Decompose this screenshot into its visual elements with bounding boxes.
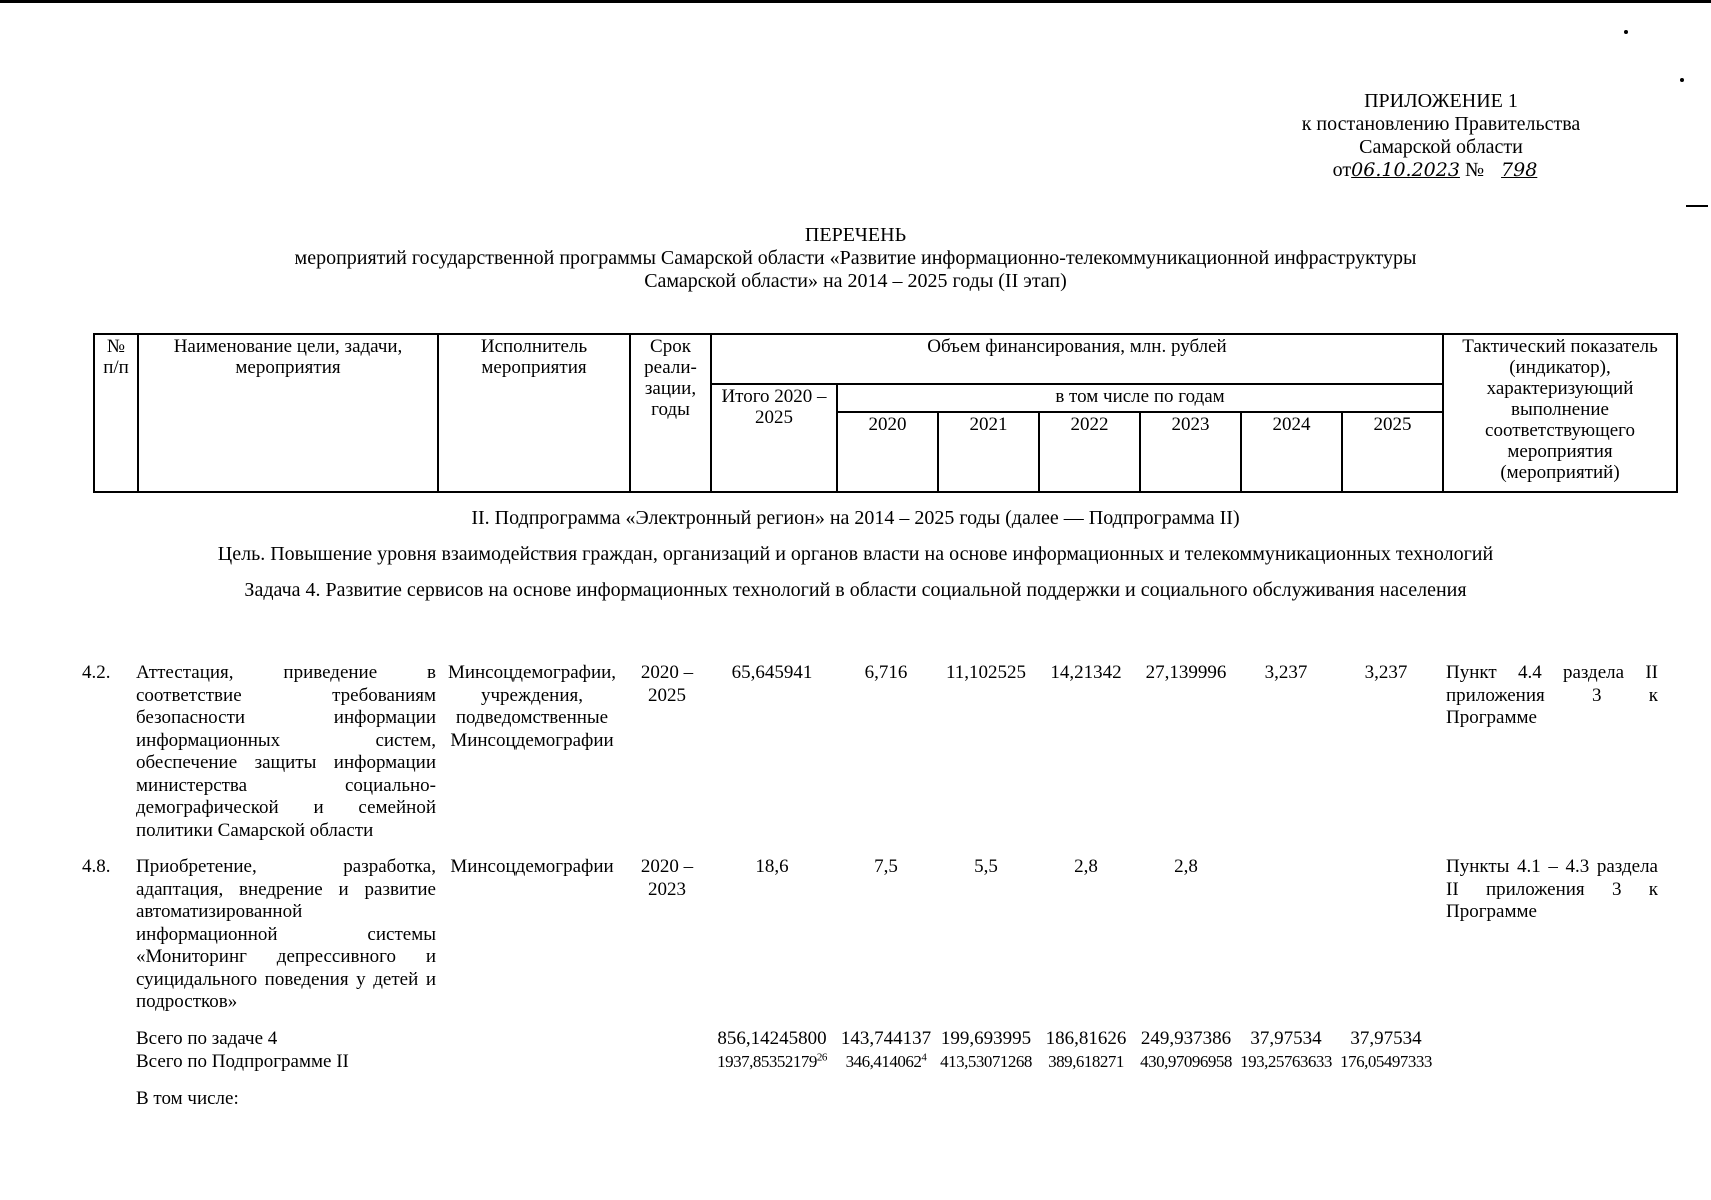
total-y2020-value: 346,414062	[845, 1051, 922, 1071]
total-sum: 856,14245800	[717, 1028, 827, 1049]
header-name: Наименование цели, задачи, мероприятия	[138, 334, 438, 492]
total-sum	[708, 1051, 836, 1088]
total-sum-sup: 26	[816, 1050, 827, 1063]
total-y2021: 413,53071268	[940, 1051, 1032, 1071]
total-y2025: 37,97534	[1350, 1028, 1422, 1049]
total-row-subprogram	[80, 1051, 1660, 1088]
row-y2021: 11,102525	[945, 662, 1027, 683]
row-name: Аттестация, приведение в соответствие требованиям безопасности информации информационных систем, обеспечение защиты информации министерства социально-демографической и семейной политики Самарской области	[136, 662, 436, 841]
row-total: 65,645941	[731, 662, 813, 683]
scan-dash	[1686, 205, 1708, 207]
header-total: Итого 2020 – 2025	[711, 384, 837, 492]
scan-speck	[1624, 30, 1628, 34]
header-term: Срок реали-зации, годы	[630, 334, 711, 492]
total-y2020-sup: 4	[921, 1050, 927, 1063]
total-row-task4	[80, 1014, 1660, 1051]
subprogram-title: II. Подпрограмма «Электронный регион» на 2014 – 2025 годы (далее — Подпрограмма II)	[471, 507, 1240, 529]
total-y2021: 199,693995	[940, 1028, 1032, 1049]
resolution-number: 798	[1501, 159, 1538, 181]
appendix-line-2: Самарской области	[1359, 136, 1523, 158]
total-y2023: 249,937386	[1140, 1028, 1232, 1049]
row-y2020: 7,5	[874, 856, 898, 877]
heading-title: ПЕРЕЧЕНЬ	[804, 224, 907, 246]
total-sum-value: 1937,85352179	[717, 1051, 817, 1071]
row-y2023: 27,139996	[1145, 662, 1227, 683]
header-year: 2023	[1140, 412, 1241, 492]
row-name: Приобретение, разработка, адаптация, внедрение и развитие автоматизированной информационной системы «Мониторинг депрессивного и суицидального поведения у детей и подростков»	[136, 856, 436, 1012]
total-label: Всего по задаче 4	[136, 1028, 278, 1049]
including-label: В том числе:	[136, 1087, 239, 1109]
header-year: 2021	[938, 412, 1039, 492]
heading-line-1: мероприятий государственной программы Самарской области «Развитие информационно-телекоммуникационной инфраструктуры	[294, 247, 1417, 269]
appendix-block	[1261, 90, 1621, 182]
header-executor: Исполнитель мероприятия	[438, 334, 630, 492]
row-num: 4.2.	[82, 662, 111, 683]
row-total: 18,6	[755, 856, 789, 877]
appendix-line-1: к постановлению Правительства	[1301, 113, 1581, 135]
header-year: 2022	[1039, 412, 1140, 492]
header-year: 2025	[1342, 412, 1443, 492]
row-term: 2020 – 2023	[640, 856, 694, 900]
header-num: № п/п	[94, 334, 138, 492]
row-y2025	[1336, 856, 1436, 1014]
header-funding: Объем финансирования, млн. рублей	[711, 334, 1443, 384]
total-y2024: 193,25763633	[1240, 1051, 1332, 1071]
row-y2025: 3,237	[1364, 662, 1408, 683]
total-label: Всего по Подпрограмме II	[136, 1050, 349, 1072]
total-y2025: 176,05497333	[1340, 1051, 1432, 1071]
activities-table	[80, 662, 1660, 1125]
header-year: 2024	[1241, 412, 1342, 492]
table-row	[80, 662, 1660, 842]
scan-top-edge	[0, 0, 1711, 3]
row-y2020: 6,716	[864, 662, 908, 683]
row-y2021: 5,5	[974, 856, 998, 877]
appendix-title: ПРИЛОЖЕНИЕ 1	[1364, 90, 1518, 112]
number-label: №	[1464, 159, 1485, 181]
goal-line: Цель. Повышение уровня взаимодействия граждан, организаций и органов власти на основе информационных и телекоммуникационных технологий	[217, 543, 1494, 565]
row-y2023: 2,8	[1174, 856, 1198, 877]
total-y2024: 37,97534	[1250, 1028, 1322, 1049]
row-executor: Минсоцдемографии, учреждения, подведомственные Минсоцдемографии	[447, 662, 617, 751]
scan-speck	[1680, 78, 1684, 82]
row-term: 2020 – 2025	[640, 662, 694, 706]
table-header	[93, 333, 1678, 493]
total-y2022: 389,618271	[1048, 1051, 1124, 1071]
header-year: 2020	[837, 412, 938, 492]
total-y2023: 430,97096958	[1140, 1051, 1232, 1071]
task-line: Задача 4. Развитие сервисов на основе информационных технологий в области социальной поддержки и социального обслуживания населения	[244, 579, 1467, 601]
resolution-date: 06.10.2023	[1351, 159, 1460, 181]
row-y2024	[1236, 856, 1336, 1014]
total-y2020: 143,744137	[840, 1028, 932, 1049]
table-row	[80, 856, 1660, 1014]
total-y2020	[836, 1051, 936, 1088]
row-indicator: Пункты 4.1 – 4.3 раздела II приложения 3 к Программе	[1446, 856, 1658, 922]
row-num: 4.8.	[82, 856, 111, 877]
appendix-signature-line	[1261, 159, 1621, 182]
row-y2024: 3,237	[1264, 662, 1308, 683]
header-indicator: Тактический показатель (индикатор), характеризующий выполнение соответствующего мероприятия (мероприятий)	[1443, 334, 1677, 492]
row-y2022: 2,8	[1074, 856, 1098, 877]
total-y2022: 186,81626	[1045, 1028, 1127, 1049]
row-y2022: 14,21342	[1050, 662, 1122, 683]
from-label: от	[1332, 159, 1352, 181]
row-executor: Минсоцдемографии	[450, 856, 614, 877]
row-indicator: Пункт 4.4 раздела II приложения 3 к Программе	[1446, 662, 1658, 728]
header-by-years: в том числе по годам	[837, 384, 1443, 412]
heading-line-2: Самарской области» на 2014 – 2025 годы (II этап)	[644, 270, 1067, 292]
document-heading	[0, 224, 1711, 293]
